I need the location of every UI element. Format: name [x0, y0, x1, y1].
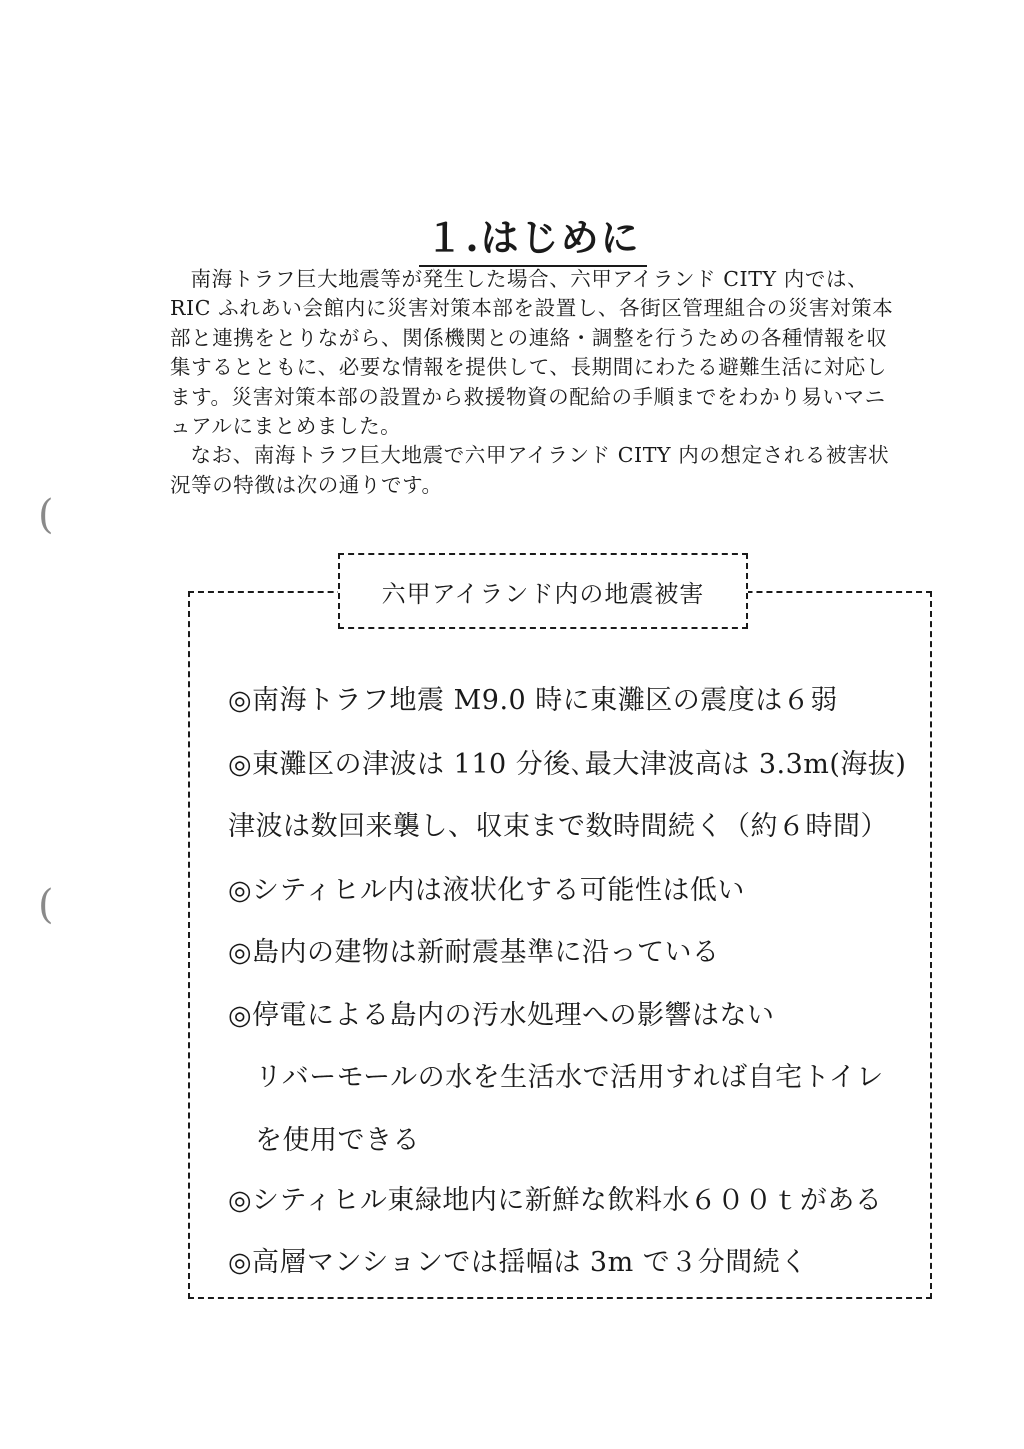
intro-paragraph: なお、南海トラフ巨大地震で六甲アイランド CITY 内の想定される被害状況等の特徴は次の通りです。: [170, 443, 890, 497]
page-title-text: １.はじめに: [419, 207, 646, 267]
intro-text: [170, 265, 900, 500]
damage-item: ◎東灘区の津波は 110 分後､最大津波高は 3.3m(海抜): [228, 749, 907, 780]
earthquake-damage-title: 六甲アイランド内の地震被害: [338, 553, 748, 629]
damage-item: ◎停電による島内の汚水処理への影響はない: [228, 1000, 775, 1031]
intro-paragraph: 南海トラフ巨大地震等が発生した場合、六甲アイランド CITY 内では、RIC ふれあい会館内に災害対策本部を設置し、各街区管理組合の災害対策本部と連携をとりながら、関係機関との連絡・調整を行うための各種情報を収集するとともに、必要な情報を提供して、長期間にわたる避難生活に対応します。災害対策本部の設置から救援物資の配給の手順までをわかり易いマニュアルにまとめました。: [170, 267, 894, 439]
punch-hole-mark: (: [38, 492, 54, 538]
damage-item: ◎シティヒル内は液状化する可能性は低い: [228, 875, 745, 906]
damage-item: ◎高層マンションでは揺幅は 3m で３分間続く: [228, 1247, 808, 1278]
damage-item: ◎南海トラフ地震 M9.0 時に東灘区の震度は６弱: [228, 685, 838, 716]
page-title: [0, 207, 1024, 267]
damage-item: ◎シティヒル東緑地内に新鮮な飲料水６００ｔがある: [228, 1185, 883, 1216]
damage-item: を使用できる: [255, 1125, 420, 1156]
damage-item: リバーモールの水を生活水で活用すれば自宅トイレ: [255, 1062, 884, 1093]
damage-item: 津波は数回来襲し、収束まで数時間続く（約６時間）: [228, 811, 888, 842]
damage-item: ◎島内の建物は新耐震基準に沿っている: [228, 937, 720, 968]
punch-hole-mark: (: [38, 882, 54, 928]
